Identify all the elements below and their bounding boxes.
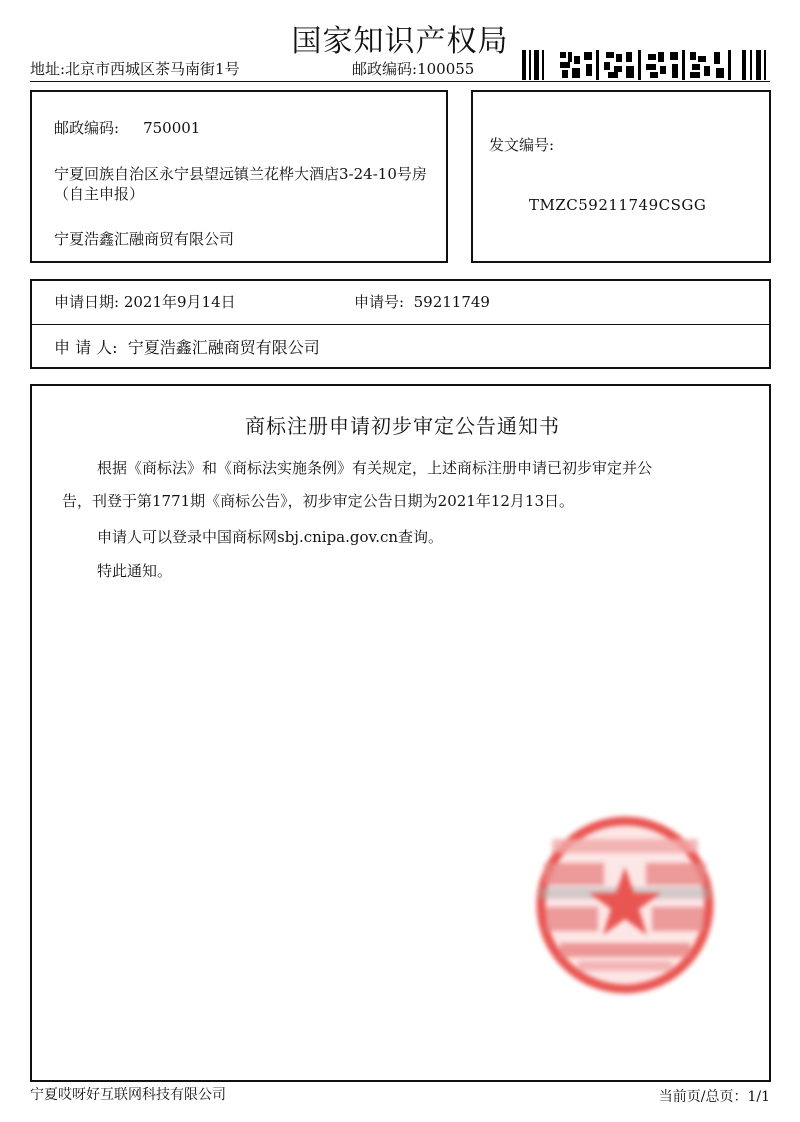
application-date [54, 292, 236, 312]
agency-postal [352, 58, 474, 79]
application-date-value: 2021年9月14日 [123, 293, 236, 311]
recipient-box [30, 90, 448, 263]
official-seal [530, 815, 720, 995]
footer-page-indicator: 当前页/总页：1/1 [658, 1089, 770, 1105]
footer-agent: 宁夏哎呀好互联网科技有限公司 [30, 1087, 226, 1103]
notice-paragraph-1 [62, 452, 746, 485]
document-number-box [471, 90, 771, 263]
recipient-postal [54, 118, 200, 138]
barcode [522, 50, 768, 80]
agency-postal-code: 100055 [417, 60, 475, 78]
applicant-label: 申 请 人: [54, 338, 118, 357]
application-date-label: 申请日期: [54, 293, 120, 311]
recipient-postal-code: 750001 [143, 119, 201, 137]
recipient-address: 宁夏回族自治区永宁县望远镇兰花桦大酒店3-24-10号房（自主申报） [54, 165, 427, 204]
agency-address: 地址:北京市西城区茶马南街1号 [30, 60, 240, 78]
applicant [54, 337, 320, 359]
notice-paragraph-1-line-2: 告，刊登于第1771期《商标公告》，初步审定公告日期为2021年12月13日。 [62, 492, 575, 510]
notice-title: 商标注册申请初步审定公告通知书 [245, 414, 560, 438]
header-divider [30, 81, 770, 82]
notice-paragraph-1-line-1: 根据《商标法》和《商标法实施条例》有关规定，上述商标注册申请已初步审定并公 [97, 459, 653, 477]
document-number-value: TMZC59211749CSGG [529, 196, 707, 214]
notice-paragraph-3: 特此通知。 [97, 562, 173, 580]
document-number-label: 发文编号: [489, 136, 555, 154]
recipient-company: 宁夏浩鑫汇融商贸有限公司 [54, 230, 235, 248]
application-number-label: 申请号: [354, 293, 405, 311]
notice-paragraph-2: 申请人可以登录中国商标网sbj.cnipa.gov.cn查询。 [97, 528, 444, 546]
applicant-value: 宁夏浩鑫汇融商贸有限公司 [127, 338, 320, 357]
application-info-box [30, 279, 771, 369]
application-number [354, 292, 490, 312]
notice-paragraph-1-continued [62, 485, 746, 518]
agency-postal-label: 邮政编码: [352, 60, 418, 78]
recipient-postal-label: 邮政编码: [54, 119, 120, 137]
application-info-divider [32, 324, 769, 325]
application-number-value: 59211749 [413, 293, 490, 311]
agency-title: 国家知识产权局 [291, 24, 509, 59]
